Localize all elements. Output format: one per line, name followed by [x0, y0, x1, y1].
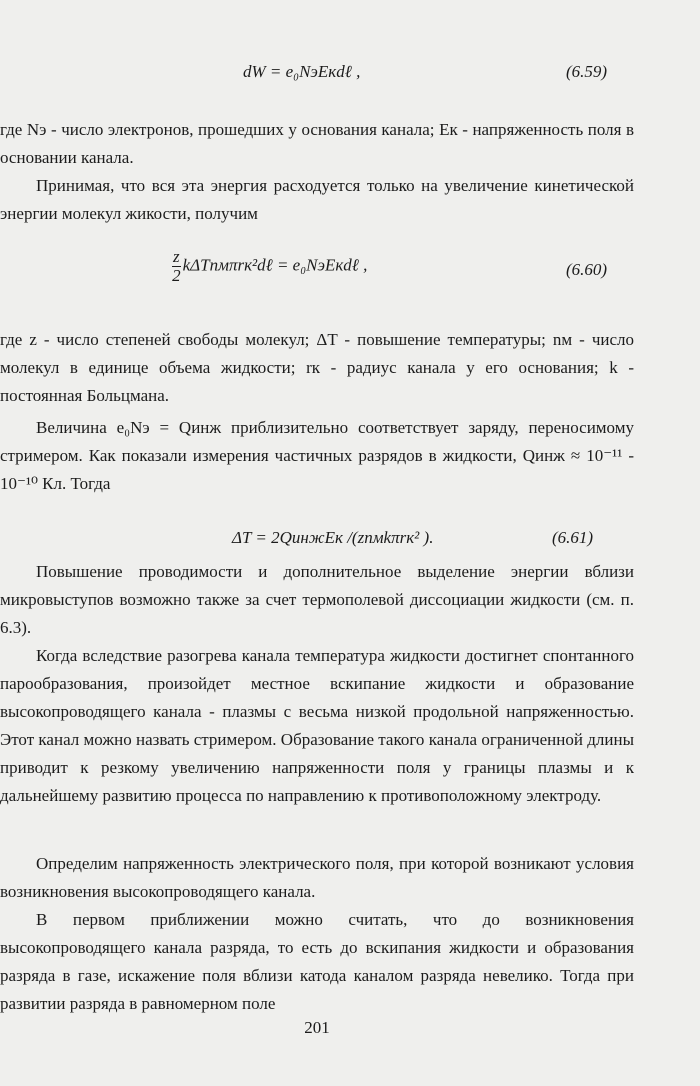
- equation-6-61-body: ΔT = 2QинжEк /(znмkπrк² ).: [232, 528, 434, 547]
- equation-6-59-number: (6.59): [566, 62, 608, 81]
- equation-6-60-number: (6.60): [566, 260, 608, 279]
- fraction-numerator: z: [173, 247, 180, 266]
- equation-6-61: [232, 528, 433, 548]
- paragraph-6: Когда вследствие разогрева канала температура жидкости достигнет спонтанного парообразования, произойдет местное вскипание жидкости и образование высокопроводящего канала - плазмы с весьма низкой продольной напряженностью. Этот канал можно назвать стримером. Образование такого канала ограниченной длины приводит к резкому увеличению напряженности поля у границы плазмы и к дальнейшему развитию процесса по направлению к противоположному электроду.: [0, 646, 634, 805]
- paragraph-3: где z - число степеней свободы молекул; ΔT - повышение температуры; nм - число молекул в единице объема жидкости; rк - радиус канала у его основания; k - постоянная Больцмана.: [0, 330, 634, 405]
- equation-6-61-number: (6.61): [552, 528, 594, 547]
- equation-6-59-body: dW = e₀NэEкdℓ ,: [243, 62, 361, 81]
- paragraph-7: Определим напряженность электрического поля, при которой возникают условия возникновения высокопроводящего канала.: [0, 854, 634, 901]
- paragraph-2: Принимая, что вся эта энергия расходуется только на увеличение кинетической энергии молекул жикости, получим: [0, 176, 634, 223]
- paragraph-5: Повышение проводимости и дополнительное выделение энергии вблизи микровыступов возможно также за счет термополевой диссоциации жидкости (см. п. 6.3).: [0, 562, 634, 637]
- paragraph-8: В первом приближении можно считать, что до возникновения высокопроводящего канала разряда, то есть до вскипания жидкости и образования разряда в газе, искажение поля вблизи катода каналом разряда невелико. Тогда при развитии разряда в равномерном поле: [0, 910, 634, 1013]
- equation-6-60: [172, 248, 367, 285]
- page-number: 201: [304, 1018, 330, 1037]
- equation-6-59: [243, 62, 360, 82]
- fraction-denominator: 2: [172, 265, 181, 285]
- fraction-z-over-2: [172, 248, 181, 285]
- equation-6-60-body: kΔTnмπrк²dℓ = e₀NэEкdℓ ,: [182, 255, 368, 275]
- paragraph-1: где Nэ - число электронов, прошедших у основания канала; Eк - напряженность поля в основании канала.: [0, 120, 634, 167]
- paragraph-4: Величина e₀Nэ = Qинж приблизительно соответствует заряду, переносимому стримером. Как показали измерения частичных разрядов в жидкости, Qинж ≈ 10⁻¹¹ - 10⁻¹⁰ Кл. Тогда: [0, 418, 634, 493]
